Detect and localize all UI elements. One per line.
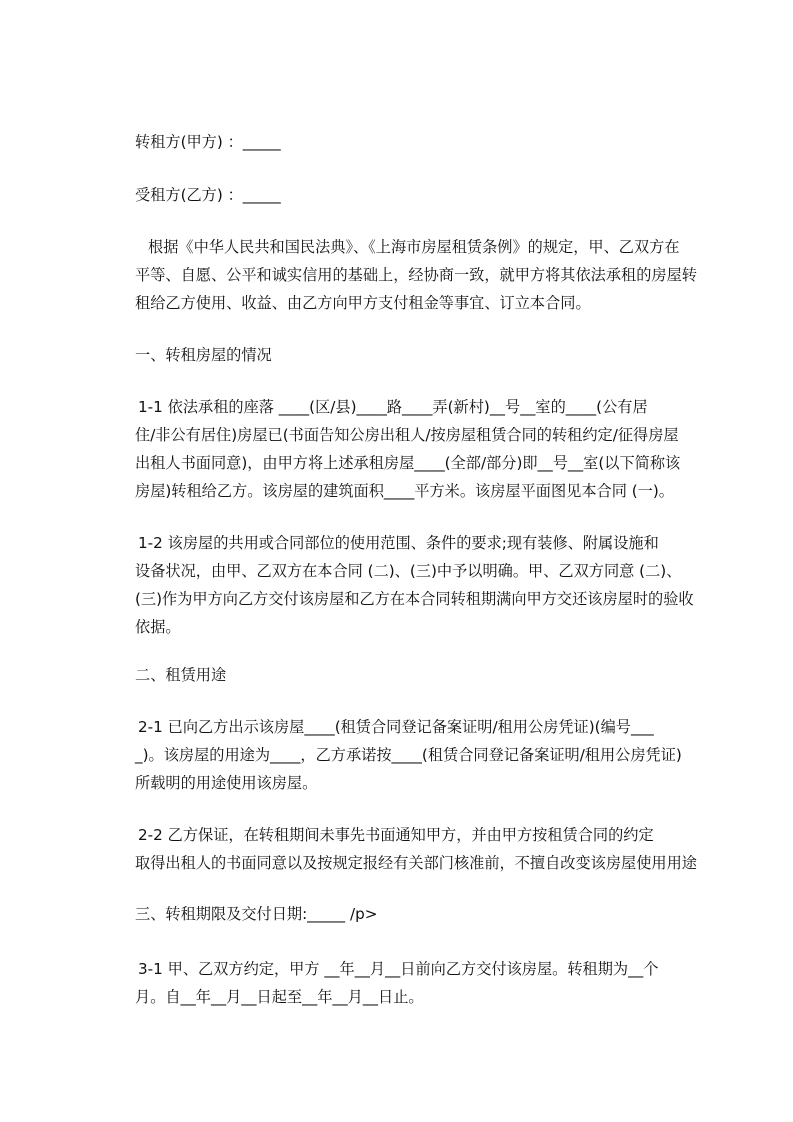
section-3-heading: 三、转租期限及交付日期:_____ /p>	[135, 905, 378, 923]
clause-line: 月。自__年__月__日起至__年__月__日止。	[135, 988, 424, 1006]
clause-line: (三)作为甲方向乙方交付该房屋和乙方在本合同转租期满向甲方交还该房屋时的验收	[135, 590, 694, 608]
sublessee-line: 受租方(乙方) ：_____	[135, 186, 281, 204]
clause-line: 出租人书面同意)，由甲方将上述承租房屋____(全部/部分)即__号__室(以下简称该	[135, 454, 681, 472]
clause-line: 2-1 已向乙方出示该房屋____(租赁合同登记备案证明/租用公房凭证)(编号___	[138, 718, 654, 736]
preamble-line: 租给乙方使用、收益、由乙方向甲方支付租金等事宜、订立本合同。	[135, 294, 591, 312]
clause-line: 1-1 依法承租的座落 ____(区/县)____路____弄(新村)__号__室的____(公有居	[138, 398, 648, 416]
clause-line: 所载明的用途使用该房屋。	[135, 774, 318, 792]
clause-line: 依据。	[135, 618, 181, 636]
clause-line: 取得出租人的书面同意以及按规定报经有关部门核准前，不擅自改变该房屋使用用途	[135, 854, 697, 872]
clause-line: 房屋)转租给乙方。该房屋的建筑面积____平方米。该房屋平面图见本合同 (一)。	[135, 482, 674, 500]
preamble-line: 根据《中华人民共和国民法典》、《上海市房屋租赁条例》的规定，甲、乙双方在	[148, 238, 680, 256]
clause-line: 2-2 乙方保证，在转租期间未事先书面通知甲方，并由甲方按租赁合同的约定	[138, 826, 654, 844]
sublessor-line: 转租方(甲方) ：_____	[135, 133, 281, 151]
section-1-heading: 一、转租房屋的情况	[135, 346, 272, 364]
clause-line: _)。该房屋的用途为____，乙方承诺按____(租赁合同登记备案证明/租用公房凭证)	[135, 746, 682, 764]
preamble-line: 平等、自愿、公平和诚实信用的基础上，经协商一致，就甲方将其依法承租的房屋转	[135, 266, 697, 284]
clause-line: 3-1 甲、乙双方约定，甲方 __年__月__日前向乙方交付该房屋。转租期为__个	[138, 960, 659, 978]
section-2-heading: 二、租赁用途	[135, 666, 227, 684]
clause-line: 1-2 该房屋的共用或合同部位的使用范围、条件的要求;现有装修、附属设施和	[138, 534, 659, 552]
clause-line: 设备状况，由甲、乙双方在本合同 (二)、(三)中予以明确。甲、乙双方同意 (二)、	[135, 562, 682, 580]
clause-line: 住/非公有居住)房屋已(书面告知公房出租人/按房屋租赁合同的转租约定/征得房屋	[135, 426, 679, 444]
